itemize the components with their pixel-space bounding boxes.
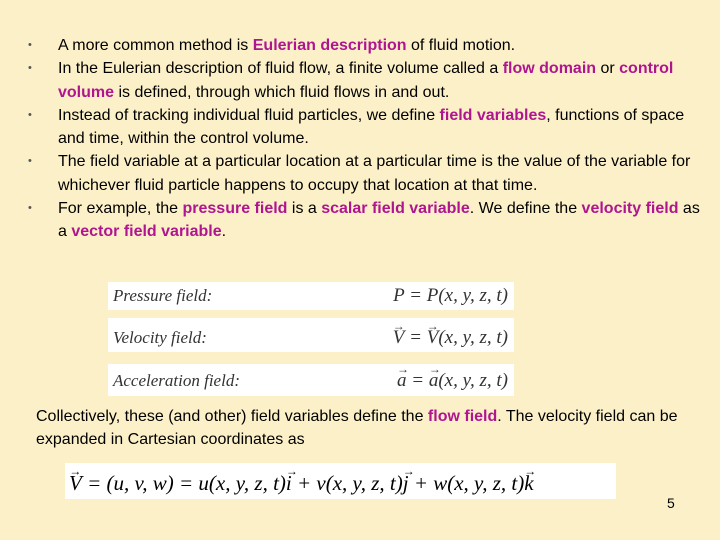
bullet-dot-icon: •: [28, 62, 32, 75]
highlighted-term: field variables: [439, 106, 547, 124]
bullet-item: [26, 197, 706, 244]
flow-field-paragraph: Collectively, these (and other) field variables define the flow field. The velocity field can be expanded in Cartesian coordinates as: [36, 408, 678, 449]
velocity-field-label: Velocity field:: [113, 328, 207, 347]
acceleration-field-label: Acceleration field:: [113, 371, 240, 390]
velocity-expansion-formula: → V = (u, v, w) = u(x, y, z, t)→ i + v(x, y, z, t)→ j + w(x, y, z, t)→ k: [65, 463, 616, 499]
bullet-text: In the Eulerian description of fluid flow, a finite volume called a: [58, 60, 503, 78]
bullet-item: [26, 150, 706, 197]
page-number: 5: [667, 495, 675, 511]
bullet-text: The field variable at a particular location at a particular time is the value of the variable for whichever fluid particle happens to occupy that location at that time.: [58, 153, 691, 194]
bullet-item: [26, 57, 706, 104]
bullet-text: For example, the: [58, 200, 183, 218]
acceleration-field-equation: → a = → a(x, y, z, t): [397, 367, 508, 395]
acceleration-field-formula: [108, 364, 514, 396]
flow-field-term: flow field: [427, 408, 498, 425]
bullet-text: of fluid motion.: [406, 37, 516, 54]
bullet-text: as a: [58, 200, 700, 241]
bullet-text: or: [596, 60, 620, 78]
highlighted-term: control volume: [58, 60, 674, 101]
highlighted-term: pressure field: [182, 200, 288, 218]
pressure-field-label: Pressure field:: [113, 286, 213, 305]
bullet-text: is defined, through which fluid flows in and out.: [114, 83, 450, 101]
bullet-text: , functions of space and time, within the control volume.: [58, 106, 685, 148]
bullet-list: [26, 34, 706, 244]
bullet-text: .: [221, 223, 227, 241]
bullet-text: A more common method is: [58, 37, 253, 54]
highlighted-term: Eulerian description: [252, 37, 407, 54]
bullet-dot-icon: •: [28, 202, 32, 215]
bullet-dot-icon: •: [28, 108, 32, 121]
bullet-text: is a: [287, 200, 322, 218]
velocity-field-formula: [108, 318, 514, 352]
pressure-field-equation: P = P(x, y, z, t): [393, 285, 508, 306]
bullet-dot-icon: •: [28, 155, 32, 168]
highlighted-term: flow domain: [502, 60, 597, 78]
bullet-item: [26, 104, 706, 151]
highlighted-term: velocity field: [581, 200, 679, 218]
bullet-dot-icon: •: [28, 39, 32, 51]
pressure-field-formula: [108, 282, 514, 310]
velocity-field-equation: → V = → V(x, y, z, t): [393, 324, 508, 352]
highlighted-term: vector field variable: [71, 223, 222, 241]
bullet-text: . We define the: [469, 200, 582, 218]
highlighted-term: scalar field variable: [321, 200, 470, 218]
bullet-text: Instead of tracking individual fluid particles, we define: [58, 106, 440, 124]
bullet-item: [26, 34, 706, 57]
